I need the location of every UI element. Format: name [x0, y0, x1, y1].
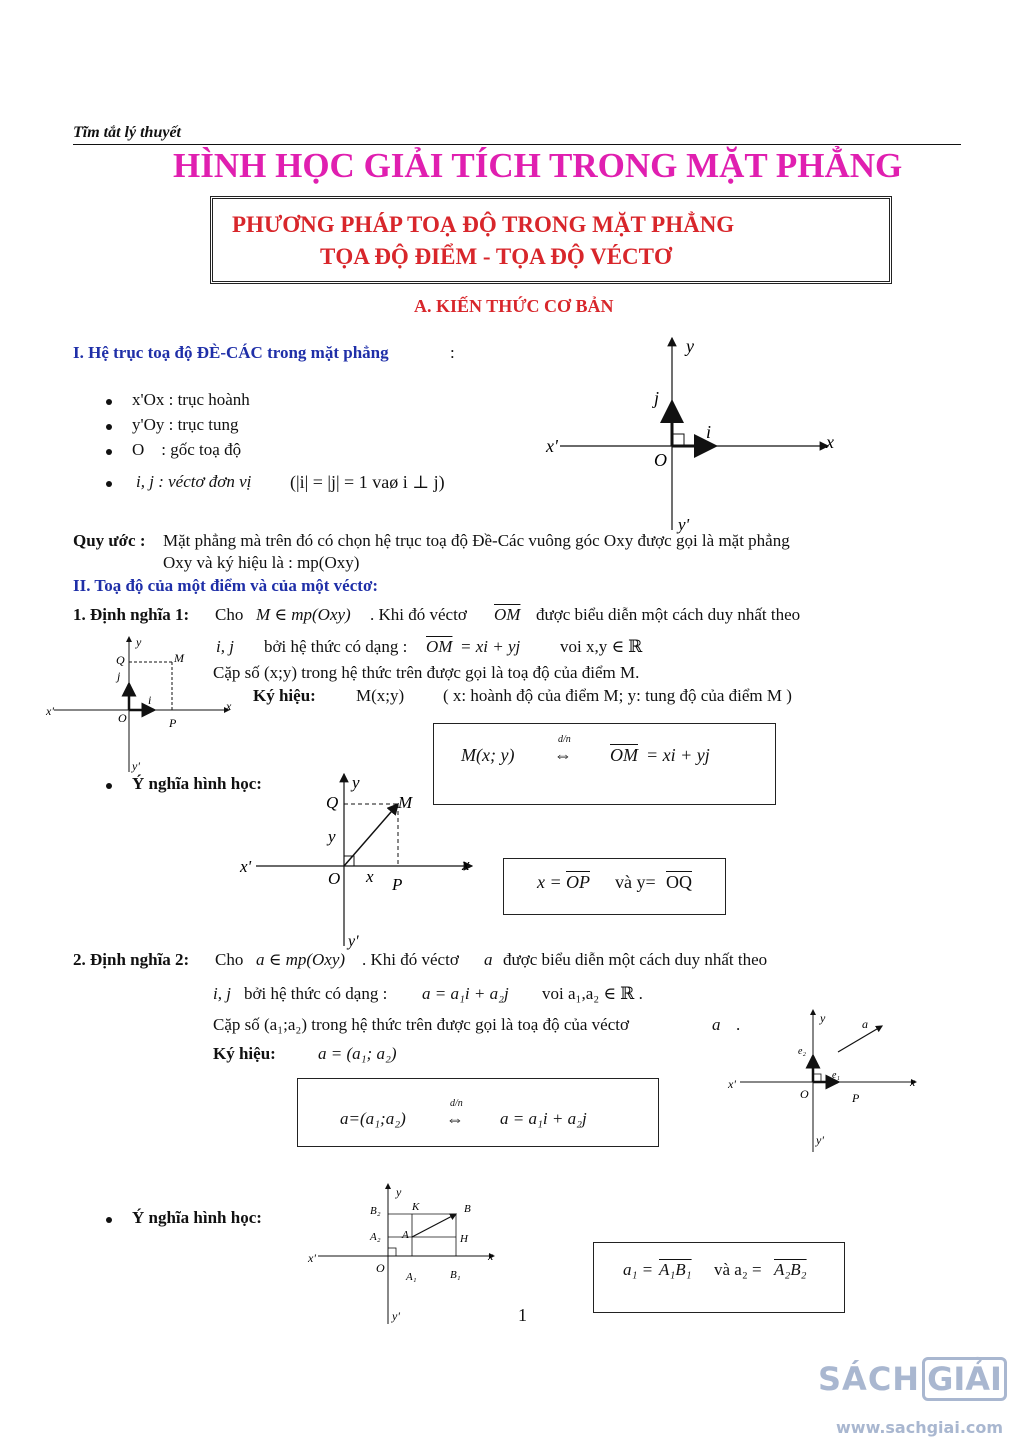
def1-box-right: = xi + yj	[646, 745, 710, 765]
def2-box-left: a=(a₁;a₂)	[340, 1109, 406, 1128]
svg-text:x: x	[226, 699, 232, 713]
svg-text:O: O	[118, 711, 127, 725]
svg-text:O: O	[376, 1261, 385, 1275]
svg-text:B: B	[464, 1203, 471, 1215]
label-xp: x'	[546, 436, 558, 456]
def2-text-cho: Cho	[215, 950, 244, 969]
svg-text:x: x	[910, 1075, 916, 1089]
def2-box2-a2b2: A₂B₂	[774, 1260, 807, 1279]
svg-text:x': x'	[308, 1251, 316, 1265]
svg-text:P: P	[852, 1091, 860, 1105]
svg-text:x: x	[366, 867, 374, 886]
segment-diagram	[304, 1180, 504, 1328]
svg-text:x': x'	[240, 857, 252, 876]
def2-kyhieu-value: a = (a₁; a₂)	[318, 1044, 397, 1063]
header-subtitle: Tĩm tắt lý thuyết	[73, 124, 181, 141]
label-o: O	[654, 450, 667, 470]
label-x: x	[826, 432, 834, 452]
def2-math-a-in: a ∈ mp(Oxy)	[256, 950, 346, 969]
def1-vec-om: $\overline{OM}$	[494, 605, 521, 624]
watermark-url: www.sachgiai.com	[836, 1418, 1004, 1437]
def2-box-dn: d/n	[450, 1098, 463, 1109]
svg-text:P: P	[169, 716, 177, 730]
def2-formula: a = a₁i + a₂j	[422, 984, 509, 1003]
svg-text:A₁: A₁	[406, 1271, 417, 1283]
def1-domain: voi x,y ∈ ℝ	[560, 637, 643, 656]
def1-text-represent: được biểu diễn một cách duy nhất theo	[536, 605, 801, 624]
def1-vec-om-2: $\overline{OM}$	[426, 637, 453, 656]
svg-text:B₁: B₁	[450, 1269, 461, 1281]
bullet-dot	[106, 424, 112, 430]
section-a-heading: A. KIẾN THỨC CƠ BẢN	[414, 296, 614, 316]
def2-pair-dot: .	[736, 1015, 741, 1034]
svg-text:P: P	[392, 875, 403, 894]
watermark-brand-1: SÁCH	[818, 1360, 921, 1398]
def2-box2-a: a₁ =	[623, 1260, 654, 1279]
def1-pair-text: Cặp số (x;y) trong hệ thức trên được gọi là toạ độ của điểm M.	[213, 663, 640, 682]
convention-line1: Mặt phẳng mà trên đó có chọn hệ trục toạ độ Đề-Các vuông góc Oxy được gọi là mặt phẳng	[163, 531, 790, 550]
convention-line2: Oxy và ký hiệu là : mp(Oxy)	[163, 553, 360, 572]
banner-box	[210, 196, 892, 284]
def1-box2-c: và y=	[615, 872, 656, 892]
svg-text:x': x'	[728, 1077, 736, 1091]
label-yp: y'	[678, 515, 690, 534]
svg-text:x: x	[462, 855, 470, 874]
svg-text:y: y	[820, 1011, 826, 1025]
def1-box-vec: $\overline{OM}$	[610, 745, 638, 765]
point-diagram-large	[236, 770, 476, 950]
banner-line2: TỌA ĐỘ ĐIỂM - TỌA ĐỘ VÉCTƠ	[320, 244, 672, 269]
def1-text-cho: Cho	[215, 605, 244, 624]
svg-text:O: O	[800, 1087, 809, 1101]
def1-label: 1. Định nghĩa 1:	[73, 605, 190, 624]
def1-box2-a: x =	[537, 872, 562, 892]
svg-text:y: y	[352, 773, 360, 792]
svg-text:y: y	[136, 635, 142, 649]
header-rule	[73, 144, 961, 145]
def1-math-m-in: M ∈ mp(Oxy)	[256, 605, 351, 624]
svg-text:Q: Q	[116, 653, 125, 667]
vector-diagram	[726, 1006, 926, 1156]
point-diagram-small	[44, 632, 244, 777]
def2-box-right: a = a₁i + a₂j	[500, 1109, 587, 1128]
def2-box-eq: ⇔	[446, 1109, 464, 1129]
svg-text:j: j	[117, 669, 121, 683]
def2-ij: i, j	[213, 984, 231, 1003]
def1-text-relation: bởi hệ thức có dạng :	[264, 637, 408, 656]
bullet-xox: x'Ox : trục hoành	[132, 390, 250, 409]
def1-kyhieu-value: M(x;y)	[356, 686, 405, 705]
def1-formula: = xi + yj	[460, 637, 521, 656]
def1-box-left: M(x; y)	[461, 745, 515, 765]
bullet-dot	[106, 399, 112, 405]
convention-label: Quy ước :	[73, 531, 146, 550]
bullet-unit-vectors: i, j : véctơ đơn vị	[136, 472, 252, 491]
axes-diagram-1	[540, 330, 840, 540]
svg-text:x': x'	[46, 704, 54, 718]
label-i: i	[706, 422, 712, 442]
bullet-dot	[106, 481, 112, 487]
def1-box-dn: d/n	[558, 734, 571, 745]
def1-box2-oq: $\overline{OQ}$	[666, 872, 692, 892]
def2-text-represent: được biểu diễn một cách duy nhất theo	[503, 950, 768, 969]
svg-text:Q: Q	[326, 793, 339, 812]
def2-box2-a1b1: A₁B₁	[659, 1260, 692, 1279]
page-title: HÌNH HỌC GIẢI TÍCH TRONG MẶT PHẲNG	[173, 146, 903, 185]
svg-text:H: H	[460, 1233, 468, 1245]
bullet-yoy: y'Oy : trục tung	[132, 415, 239, 434]
svg-text:y': y'	[132, 759, 140, 773]
svg-text:M: M	[174, 651, 184, 665]
svg-text:A₂: A₂	[370, 1231, 381, 1243]
bullet-dot	[106, 1217, 112, 1223]
svg-text:x: x	[488, 1249, 494, 1263]
section-1-heading: I. Hệ trục toạ độ ĐÈ-CÁC trong mặt phẳng	[73, 343, 389, 362]
section-2-heading: II. Toạ độ của một điểm và của một véctơ:	[73, 576, 379, 595]
banner-line1: PHƯƠNG PHÁP TOẠ ĐỘ TRONG MẶT PHẲNG	[232, 212, 735, 237]
def2-vec-a: a	[484, 950, 493, 969]
svg-text:A: A	[402, 1229, 409, 1241]
svg-text:y: y	[396, 1185, 402, 1199]
def2-domain: voi a₁,a₂ ∈ ℝ .	[542, 984, 643, 1003]
bullet-dot	[106, 449, 112, 455]
svg-text:O: O	[328, 869, 341, 888]
svg-text:y': y'	[348, 933, 359, 950]
def2-meaning-label: Ý nghĩa hình học:	[132, 1208, 262, 1227]
def2-kyhieu: Ký hiệu:	[213, 1044, 276, 1063]
svg-text:e₂: e₂	[798, 1046, 806, 1057]
bullet-dot	[106, 783, 112, 789]
def2-box2-c: và a₂ =	[714, 1260, 762, 1279]
bullet-unit-condition: (|i| = |j| = 1 vaø i ⊥ j)	[290, 472, 445, 492]
watermark-logo	[818, 1360, 1007, 1398]
svg-text:y: y	[328, 827, 336, 846]
label-y: y	[686, 336, 694, 356]
def2-pair-vec: a	[712, 1015, 721, 1034]
watermark-brand-2: GIẢI	[922, 1357, 1007, 1401]
def2-pair-text: Cặp số (a₁;a₂) trong hệ thức trên được gọi là toạ độ của véctơ	[213, 1015, 629, 1034]
def2-text-khido: . Khi đó véctơ	[362, 950, 459, 969]
svg-text:K: K	[412, 1201, 420, 1213]
def2-label: 2. Định nghĩa 2:	[73, 950, 190, 969]
def2-text-relation: bởi hệ thức có dạng :	[244, 984, 388, 1003]
def1-box-eq: ⇔	[554, 745, 572, 765]
svg-text:a: a	[862, 1017, 868, 1031]
def1-kyhieu: Ký hiệu:	[253, 686, 316, 705]
svg-text:B₂: B₂	[370, 1205, 381, 1217]
svg-text:M: M	[398, 793, 413, 812]
bullet-origin: O : gốc toạ độ	[132, 440, 242, 459]
svg-text:i: i	[148, 693, 152, 707]
svg-text:y': y'	[816, 1133, 824, 1147]
svg-text:y': y'	[392, 1309, 400, 1323]
def1-box2-op: $\overline{OP}$	[566, 872, 590, 892]
right-angle-mark	[672, 434, 684, 446]
label-j: j	[654, 388, 660, 408]
page-number: 1	[518, 1305, 527, 1325]
section-1-colon: :	[450, 343, 455, 362]
def1-meaning-label: Ý nghĩa hình học:	[132, 774, 262, 793]
def1-text-khido: . Khi đó véctơ	[370, 605, 467, 624]
def1-ij: i, j	[216, 637, 234, 656]
def1-kyhieu-note: ( x: hoành độ của điểm M; y: tung độ của điểm M )	[443, 686, 792, 705]
svg-text:e₁: e₁	[832, 1070, 840, 1081]
